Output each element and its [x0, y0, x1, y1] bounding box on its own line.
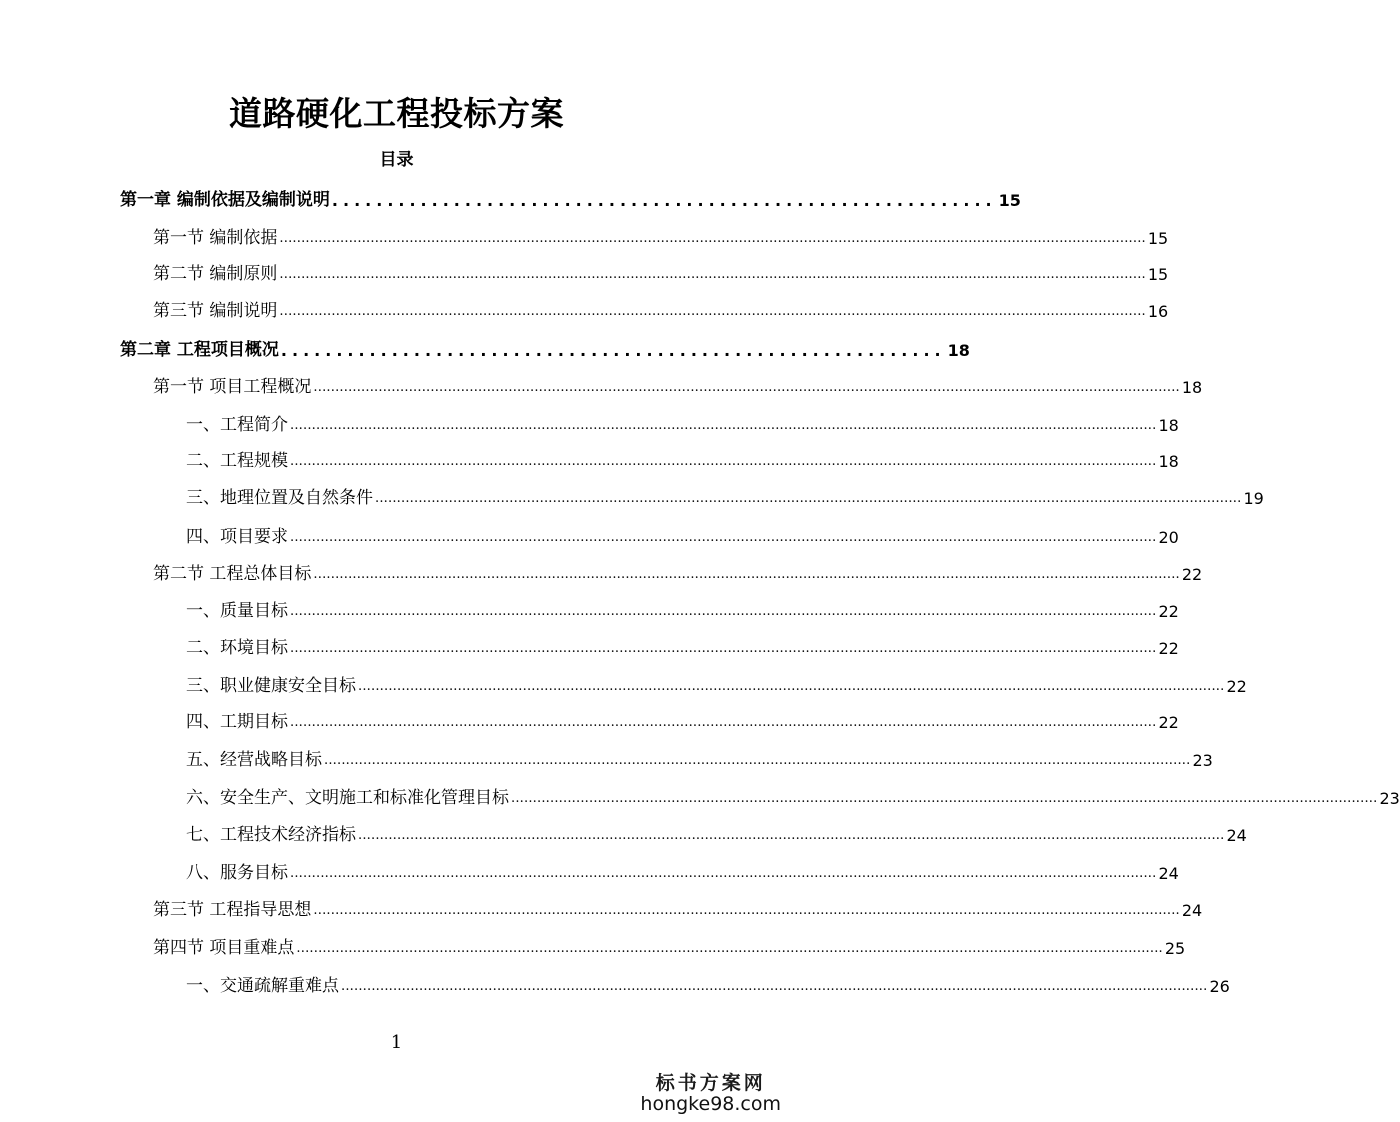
toc-entry-label: 二、工程规模 [186, 451, 288, 471]
toc-entry-label: 第四节 项目重难点 [153, 938, 295, 958]
document-title: 道路硬化工程投标方案 [229, 94, 564, 133]
toc-entry[interactable] [186, 478, 1264, 508]
toc-entry-label: 四、项目要求 [186, 527, 288, 547]
toc-entry[interactable] [186, 815, 1247, 845]
toc-leader-dots: ........................................................................................................................................................................................................ [313, 903, 1180, 918]
toc-leader-dots: ........................................................................................................................................................................................................ [313, 380, 1180, 395]
toc-entry-label: 第一章 编制依据及编制说明 [120, 190, 330, 210]
toc-entry-page: 15 [1147, 229, 1169, 248]
toc-entry-label: 二、环境目标 [186, 638, 288, 658]
watermark-title: 标书方案网 [655, 1072, 766, 1094]
toc-entry-page: 15 [1147, 265, 1169, 284]
toc-entry-label: 第三节 工程指导思想 [153, 900, 312, 920]
toc-leader-dots: ........................................................................................................................................................................................................ [290, 454, 1157, 469]
toc-entry-label: 第二节 编制原则 [153, 264, 278, 284]
toc-entry-page: 24 [1226, 826, 1247, 845]
toc-entry-label: 三、职业健康安全目标 [186, 676, 356, 696]
toc-entry[interactable] [186, 441, 1179, 471]
toc-entry-page: 22 [1158, 713, 1179, 732]
toc-entry-label: 五、经营战略目标 [186, 750, 322, 770]
toc-leader-dots: ........................................................................................................................................................................................................ [511, 791, 1378, 806]
toc-entry-label: 六、安全生产、文明施工和标准化管理目标 [186, 788, 509, 808]
toc-leader-dots: ........................................................................................................................................................................................................ [290, 641, 1157, 656]
toc-leader-dots: ........................................................................................................................................................................................................ [290, 715, 1157, 730]
toc-entry[interactable] [120, 330, 970, 360]
toc-entry-label: 一、质量目标 [186, 601, 288, 621]
toc-entry-page: 22 [1158, 602, 1179, 621]
toc-entry[interactable] [186, 405, 1179, 435]
watermark-url: hongke98.com [640, 1093, 781, 1115]
toc-entry[interactable] [186, 778, 1400, 808]
toc-leader-dots: ............................................................ [331, 191, 997, 210]
toc-entry-page: 19 [1243, 489, 1264, 508]
toc-entry-label: 三、地理位置及自然条件 [186, 488, 373, 508]
toc-entry-page: 25 [1164, 939, 1186, 958]
toc-entry[interactable] [186, 966, 1230, 996]
toc-leader-dots: ........................................................................................................................................................................................................ [290, 604, 1157, 619]
toc-entry[interactable] [186, 628, 1179, 658]
toc-leader-dots: ........................................................................................................................................................................................................ [290, 418, 1157, 433]
toc-entry[interactable] [153, 291, 1169, 321]
toc-entry-page: 18 [947, 341, 970, 360]
toc-entry-label: 第二章 工程项目概况 [120, 340, 279, 360]
toc-leader-dots: ........................................................................................................................................................................................................ [341, 979, 1208, 994]
toc-entry[interactable] [153, 554, 1203, 584]
toc-entry-page: 24 [1158, 864, 1179, 883]
toc-leader-dots: ........................................................................................................................................................................................................ [279, 231, 1146, 246]
toc-leader-dots: ........................................................................................................................................................................................................ [313, 567, 1180, 582]
toc-entry-page: 20 [1158, 528, 1179, 547]
watermark [640, 1068, 781, 1115]
toc-leader-dots: ........................................................................................................................................................................................................ [358, 679, 1225, 694]
toc-entry-page: 22 [1226, 677, 1247, 696]
toc-entry-page: 23 [1379, 789, 1400, 808]
toc-entry-label: 八、服务目标 [186, 863, 288, 883]
toc-leader-dots: ........................................................................................................................................................................................................ [290, 530, 1157, 545]
toc-entry[interactable] [186, 517, 1179, 547]
toc-entry[interactable] [186, 591, 1179, 621]
toc-entry[interactable] [153, 890, 1203, 920]
toc-entry[interactable] [186, 853, 1179, 883]
toc-heading: 目录 [379, 150, 414, 170]
toc-entry[interactable] [153, 218, 1169, 248]
toc-entry-label: 四、工期目标 [186, 712, 288, 732]
toc-entry-label: 第一节 项目工程概况 [153, 377, 312, 397]
toc-entry-page: 22 [1181, 565, 1203, 584]
toc-entry-label: 一、交通疏解重难点 [186, 976, 339, 996]
toc-entry[interactable] [186, 740, 1213, 770]
toc-entry[interactable] [186, 702, 1179, 732]
toc-entry-label: 一、工程简介 [186, 415, 288, 435]
toc-leader-dots: ........................................................................................................................................................................................................ [279, 304, 1146, 319]
toc-entry-page: 18 [1158, 452, 1179, 471]
toc-entry-page: 22 [1158, 639, 1179, 658]
toc-entry-label: 第一节 编制依据 [153, 228, 278, 248]
toc-entry[interactable] [120, 180, 1021, 210]
toc-leader-dots: ........................................................................................................................................................................................................ [290, 866, 1157, 881]
toc-entry-page: 26 [1209, 977, 1230, 996]
toc-entry-page: 16 [1147, 302, 1169, 321]
toc-entry-page: 18 [1158, 416, 1179, 435]
toc-entry[interactable] [153, 254, 1169, 284]
toc-entry-page: 15 [998, 191, 1021, 210]
toc-entry-page: 24 [1181, 901, 1203, 920]
toc-leader-dots: ........................................................................................................................................................................................................ [279, 267, 1146, 282]
toc-entry-label: 第三节 编制说明 [153, 301, 278, 321]
toc-entry-page: 23 [1192, 751, 1213, 770]
toc-leader-dots: ........................................................................................................................................................................................................ [296, 941, 1163, 956]
toc-entry[interactable] [153, 367, 1203, 397]
toc-leader-dots: ............................................................ [280, 341, 946, 360]
toc-leader-dots: ........................................................................................................................................................................................................ [358, 828, 1225, 843]
toc-entry-page: 18 [1181, 378, 1203, 397]
toc-entry[interactable] [153, 928, 1186, 958]
page-number: 1 [390, 1032, 403, 1053]
toc-entry-label: 七、工程技术经济指标 [186, 825, 356, 845]
toc-entry-label: 第二节 工程总体目标 [153, 564, 312, 584]
toc-leader-dots: ........................................................................................................................................................................................................ [375, 491, 1242, 506]
toc-leader-dots: ........................................................................................................................................................................................................ [324, 753, 1191, 768]
toc-entry[interactable] [186, 666, 1247, 696]
